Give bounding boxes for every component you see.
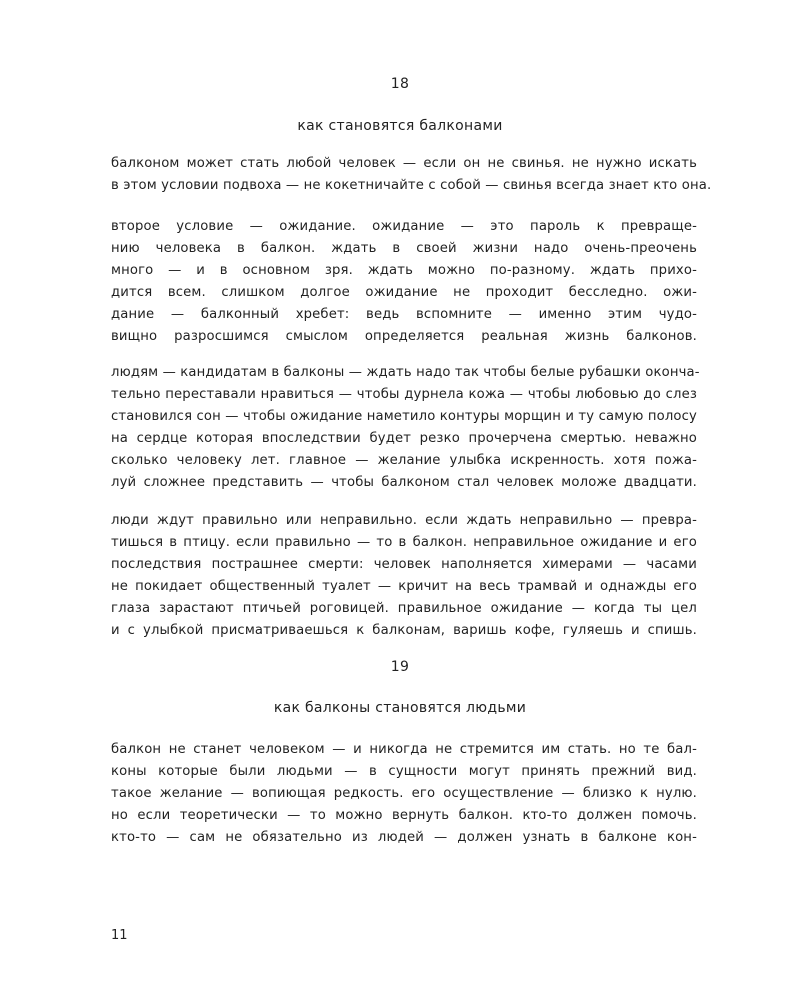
text-line: вищно разросшимся смыслом определяется реальная жизнь балконов.: [111, 329, 697, 344]
text-line: но если теоретически — то можно вернуть балкон. кто-то должен помочь.: [111, 808, 697, 823]
text-line: на сердце которая впоследствии будет резко прочерчена смертью. неважно: [111, 431, 697, 446]
text-line: людям — кандидатам в балконы — ждать надо так чтобы белые рубашки оконча-: [111, 365, 700, 380]
text-line: много — и в основном зря. ждать можно по-разному. ждать прихо-: [111, 263, 697, 278]
text-line: второе условие — ожидание. ожидание — это пароль к превраще-: [111, 219, 697, 234]
text-line: тельно переставали нравиться — чтобы дурнела кожа — чтобы любовью до слез: [111, 387, 697, 402]
text-line: сколько человеку лет. главное — желание улыбка искренность. хотя пожа-: [111, 453, 697, 468]
paragraph: [111, 216, 697, 348]
text-line: глаза зарастают птичьей роговицей. правильное ожидание — когда ты цел: [111, 601, 697, 616]
text-line: коны которые были людьми — в сущности могут принять прежний вид.: [111, 764, 697, 779]
paragraph: [111, 153, 712, 197]
section-title-18: как становятся балконами: [297, 118, 503, 134]
text-line: нию человека в балкон. ждать в своей жизни надо очень-преочень: [111, 241, 697, 256]
text-line: балконом может стать любой человек — если он не свинья. не нужно искать: [111, 156, 697, 171]
page-number: 11: [111, 928, 128, 943]
section-title-19: как балконы становятся людьми: [273, 700, 527, 716]
section-number-19: 19: [390, 659, 410, 675]
section-number-18: 18: [390, 76, 410, 92]
text-line: дание — балконный хребет: ведь вспомните — именно этим чудо-: [111, 307, 697, 322]
text-line: не покидает общественный туалет — кричит на весь трамвай и однажды его: [111, 579, 697, 594]
text-line: луй сложнее представить — чтобы балконом стал человек моложе двадцати.: [111, 475, 697, 490]
text-line: тишься в птицу. если правильно — то в балкон. неправильное ожидание и его: [111, 535, 697, 550]
paragraph: [111, 362, 700, 494]
text-line: такое желание — вопиющая редкость. его осуществление — близко к нулю.: [111, 786, 697, 801]
text-line: кто-то — сам не обязательно из людей — должен узнать в балконе кон-: [111, 830, 697, 845]
paragraph: [111, 510, 697, 642]
text-line: в этом условии подвоха — не кокетничайте с собой — свинья всегда знает кто она.: [111, 178, 712, 193]
text-line: становился сон — чтобы ожидание наметило контуры морщин и ту самую полосу: [111, 409, 697, 424]
text-line: люди ждут правильно или неправильно. если ждать неправильно — превра-: [111, 513, 697, 528]
text-line: балкон не станет человеком — и никогда не стремится им стать. но те бал-: [111, 742, 697, 757]
paragraph: [111, 739, 697, 849]
text-line: последствия пострашнее смерти: человек наполняется химерами — часами: [111, 557, 697, 572]
text-line: дится всем. слишком долгое ожидание не проходит бесследно. ожи-: [111, 285, 697, 300]
text-line: и с улыбкой присматриваешься к балконам, варишь кофе, гуляешь и спишь.: [111, 623, 697, 638]
